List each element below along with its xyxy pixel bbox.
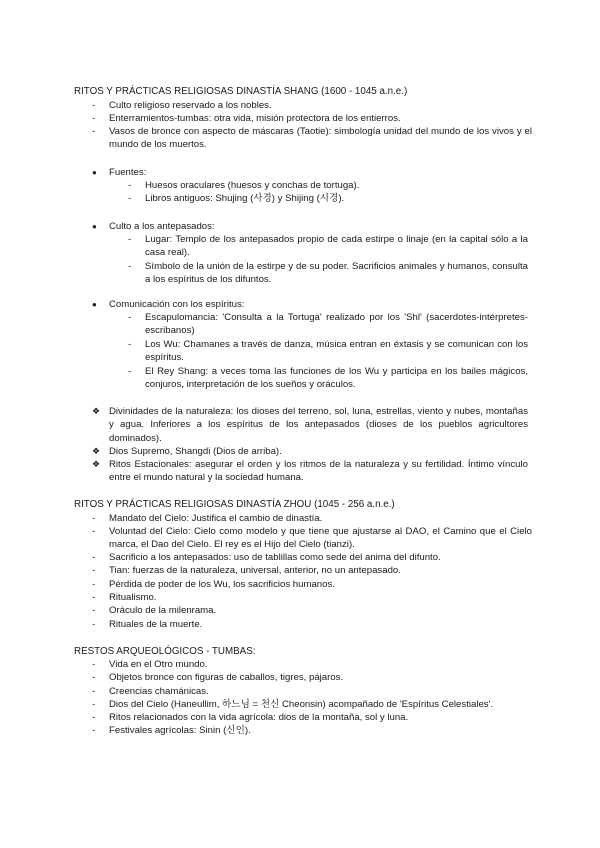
group-comunicacion: ● Comunicación con los espíritus: (92, 299, 245, 310)
group-fuentes: ● Fuentes: (92, 167, 147, 178)
list-item: - Dios del Cielo (Haneullim, 하느님 = 천신 Cheonsin) acompañado de 'Espíritus Celestiales'. (92, 698, 532, 711)
list-item: - Objetos bronce con figuras de caballos, tigres, pájaros. (92, 671, 532, 684)
sub-item: - El Rey Shang: a veces toma las funciones de los Wu y participa en los bailes mágicos, conjuros, interpretación de los sueños y oráculos. (128, 365, 528, 392)
list-item: - Mandato del Cielo: Justifica el cambio de dinastía. (92, 512, 532, 525)
bullet-dot-icon: ● (92, 168, 97, 177)
sub-item: - Escapulomancia: 'Consulta a la Tortuga' realizado por los 'Shǐ' (sacerdotes-intérpretes-escribanos) (128, 311, 528, 338)
diamond-item: ❖ Divinidades de la naturaleza: los dioses del terreno, sol, luna, estrellas, viento y nubes, montañas y agua. Inferiores a los espíritus de los antepasados (dioses de los pueblos agricultores dominados). (92, 406, 528, 444)
list-item: - Oráculo de la milenrama. (92, 604, 532, 617)
sub-item: - Libros antiguos: Shujing (사경) y Shijing (시경). (128, 192, 528, 205)
list-item: - Culto religioso reservado a los nobles. (92, 99, 532, 112)
diamond-item: ❖ Ritos Estacionales: asegurar el orden y los ritmos de la naturaleza y su fertilidad. Íntimo vínculo entre el mundo natural y la sociedad humana. (92, 459, 528, 484)
list-item: - Ritualismo. (92, 591, 532, 604)
bullet-dot-icon: ● (92, 300, 97, 309)
list-item: - Festivales agrícolas: Sinin (신인). (92, 724, 532, 737)
section-title-zhou: RITOS Y PRÁCTICAS RELIGIOSAS DINASTÍA ZHOU (1045 - 256 a.n.e.) (74, 499, 395, 510)
bullet-diamond-icon: ❖ (92, 459, 101, 469)
bullet-diamond-icon: ❖ (92, 446, 101, 456)
section-title-restos: RESTOS ARQUEOLÓGICOS - TUMBAS: (74, 646, 256, 657)
list-item: - Vasos de bronce con aspecto de máscaras (Taotie): simbología unidad del mundo de los vivos y el mundo de los muertos. (92, 125, 532, 152)
sub-item: - Lugar: Templo de los antepasados propio de cada estirpe o linaje (en la capital sólo a la casa real). (128, 233, 528, 260)
list-item: - Enterramientos-tumbas: otra vida, misión protectora de los entierros. (92, 112, 532, 125)
section-title-shang: RITOS Y PRÁCTICAS RELIGIOSAS DINASTÍA SHANG (1600 - 1045 a.n.e.) (74, 86, 408, 97)
list-item: - Sacrificio a los antepasados: uso de tablillas como sede del anima del difunto. (92, 551, 532, 564)
list-item: - Rituales de la muerte. (92, 618, 532, 631)
group-culto-antepasados: ● Culto a los antepasados: (92, 221, 215, 232)
list-item: - Creencias chamánicas. (92, 685, 532, 698)
bullet-diamond-icon: ❖ (92, 406, 101, 416)
list-item: - Ritos relacionados con la vida agrícola: dios de la montaña, sol y luna. (92, 711, 532, 724)
list-item: - Pérdida de poder de los Wu, los sacrificios humanos. (92, 578, 532, 591)
list-item: - Tian: fuerzas de la naturaleza, universal, anterior, no un antepasado. (92, 564, 532, 577)
bullet-dot-icon: ● (92, 222, 97, 231)
sub-item: - Huesos oraculares (huesos y conchas de tortuga). (128, 179, 528, 192)
diamond-item: ❖ Dios Supremo, Shangdi (Dios de arriba). (92, 446, 282, 457)
list-item: - Voluntad del Cielo: Cielo como modelo y que tiene que ajustarse al DAO, el Camino que el Cielo marca, el Dao del Cielo. El rey es el Hijo del Cielo (tianzi). (92, 525, 532, 552)
sub-item: - Los Wu: Chamanes a través de danza, música entran en éxtasis y se comunican con los espíritus. (128, 338, 528, 365)
sub-item: - Símbolo de la unión de la estirpe y de su poder. Sacrificios animales y humanos, consulta a los espíritus de los difuntos. (128, 260, 528, 287)
list-item: - Vida en el Otro mundo. (92, 658, 532, 671)
